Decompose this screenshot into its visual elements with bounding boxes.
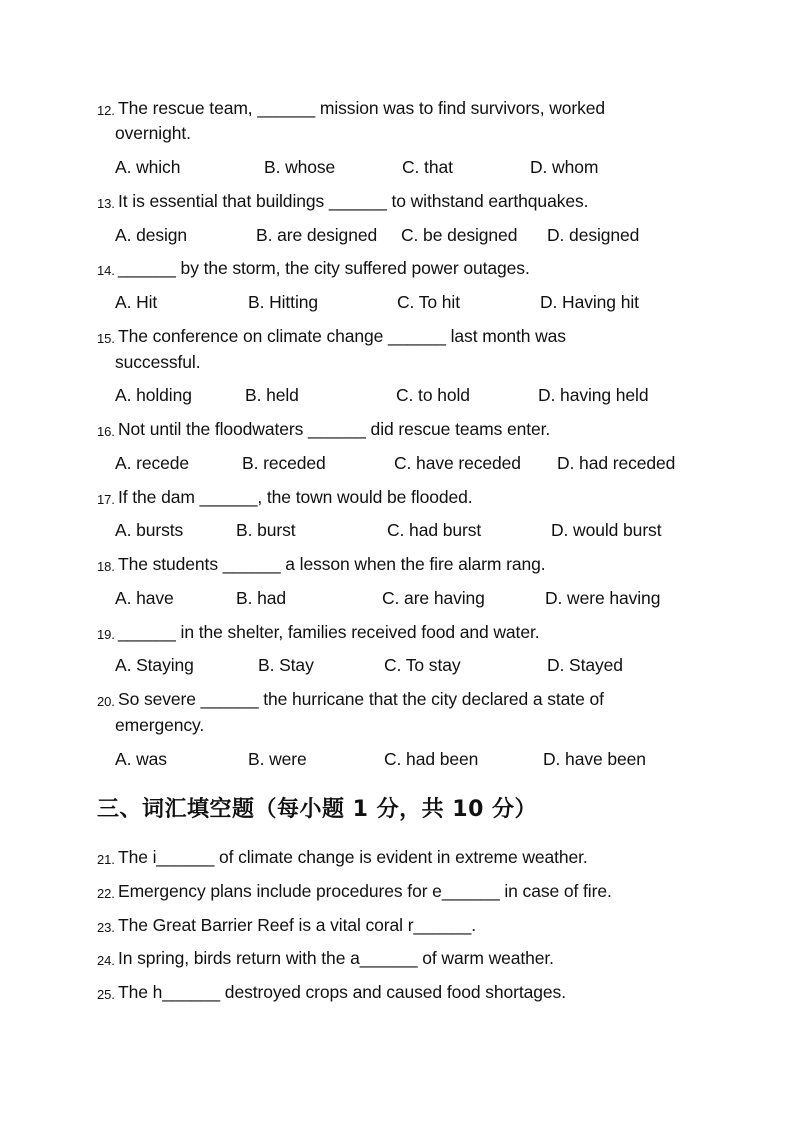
option-b: B. are designed [256,225,378,245]
option-a: A. bursts [115,520,184,540]
question-number: 18. [97,559,115,574]
question-stem: So severe ______ the hurricane that the city declared a state of [118,689,604,709]
question-number: 15. [97,331,115,346]
question-stem-continuation: successful. [115,352,201,372]
option-d: D. had receded [557,453,676,473]
option-a: A. Hit [115,292,158,312]
question-number: 24. [97,953,115,968]
question-stem: The rescue team, ______ mission was to find survivors, worked [118,98,606,118]
question-stem: In spring, birds return with the a______ of warm weather. [118,948,554,968]
question-number: 14. [97,263,115,278]
option-c: C. be designed [401,225,518,245]
question-stem: The Great Barrier Reef is a vital coral r______. [118,915,477,935]
question-stem: Emergency plans include procedures for e______ in case of fire. [118,881,612,901]
question-stem-continuation: overnight. [115,123,191,143]
option-b: B. burst [236,520,296,540]
question-stem-continuation: emergency. [115,715,205,735]
option-c: C. had been [384,749,479,769]
option-c: C. To stay [384,655,461,675]
option-c: C. are having [382,588,485,608]
question-stem: ______ in the shelter, families received food and water. [118,622,540,642]
section-heading: 三、词汇填空题（每小题 1 分，共 10 分） [97,797,538,822]
option-b: B. whose [264,157,336,177]
question-number: 12. [97,103,115,118]
question-stem: The i______ of climate change is evident in extreme weather. [118,847,588,867]
question-number: 17. [97,492,115,507]
question-stem: The conference on climate change ______ last month was [118,326,566,346]
option-b: B. held [245,385,299,405]
option-a: A. recede [115,453,190,473]
option-b: B. had [236,588,286,608]
question-number: 22. [97,886,115,901]
option-c: C. have receded [394,453,521,473]
option-b: B. receded [242,453,326,473]
option-c: C. to hold [396,385,470,405]
question-stem: The students ______ a lesson when the fire alarm rang. [118,554,546,574]
option-a: A. design [115,225,188,245]
question-number: 13. [97,196,115,211]
option-d: D. would burst [551,520,662,540]
option-d: D. were having [545,588,661,608]
option-a: A. Staying [115,655,194,675]
option-a: A. which [115,157,181,177]
question-stem: It is essential that buildings ______ to withstand earthquakes. [118,191,589,211]
option-d: D. designed [547,225,640,245]
option-d: D. whom [530,157,599,177]
option-b: B. Stay [258,655,314,675]
option-b: B. were [248,749,307,769]
option-a: A. have [115,588,174,608]
question-stem: The h______ destroyed crops and caused food shortages. [118,982,566,1002]
question-number: 20. [97,694,115,709]
question-number: 21. [97,852,115,867]
question-number: 23. [97,920,115,935]
option-a: A. was [115,749,167,769]
option-d: D. Having hit [540,292,639,312]
option-d: D. have been [543,749,646,769]
option-c: C. that [402,157,453,177]
question-number: 19. [97,627,115,642]
option-a: A. holding [115,385,192,405]
question-stem: If the dam ______, the town would be flooded. [118,487,473,507]
option-c: C. To hit [397,292,460,312]
option-b: B. Hitting [248,292,318,312]
question-stem: ______ by the storm, the city suffered power outages. [118,258,530,278]
option-d: D. Stayed [547,655,623,675]
question-stem: Not until the floodwaters ______ did rescue teams enter. [118,419,551,439]
question-number: 16. [97,424,115,439]
question-number: 25. [97,987,115,1002]
option-c: C. had burst [387,520,482,540]
option-d: D. having held [538,385,649,405]
